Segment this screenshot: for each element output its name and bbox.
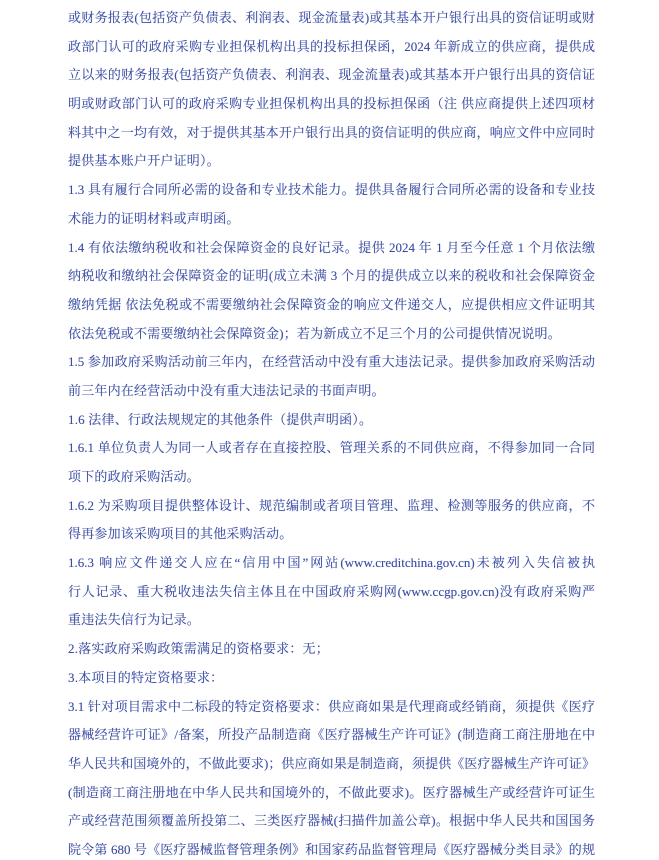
text-line: 料其中之一均有效，对于提供其基本开户银行出具的资信证明的供应商，响应文件中应同时: [68, 124, 595, 140]
text-line: 依法免税或不需要缴纳社会保障资金)；若为新成立不足三个月的公司提供情况说明。: [68, 325, 561, 341]
text-line: 1.3 具有履行合同所必需的设备和专业技术能力。提供具备履行合同所必需的设备和专业技: [68, 182, 595, 198]
text-line: 院令第 680 号《医疗器械监督管理条例》和国家药品监督管理局《医疗器械分类目录》的规: [68, 841, 595, 857]
text-line: 纳税收和缴纳社会保障资金的证明(成立未满 3 个月的提供成立以来的税收和社会保障资金: [68, 268, 595, 284]
text-line: 行人记录、重大税收违法失信主体且在中国政府采购网(www.ccgp.gov.cn)没有政府采购严: [68, 583, 595, 599]
text-line: 政部门认可的政府采购专业担保机构出具的投标担保函，2024 年新成立的供应商，提供成: [68, 38, 595, 54]
text-line: 1.6 法律、行政法规规定的其他条件（提供声明函）。: [68, 411, 373, 427]
text-line: 得再参加该采购项目的其他采购活动。: [68, 526, 293, 542]
text-line: 1.6.3 响应文件递交人应在“信用中国”网站(www.creditchina.gov.cn)未被列入失信被执: [68, 555, 595, 571]
text-line: 器械经营许可证》/备案，所投产品制造商《医疗器械生产许可证》(制造商工商注册地在中: [68, 727, 595, 743]
text-line: 重违法失信行为记录。: [68, 612, 201, 628]
text-line: 或财务报表(包括资产负债表、利润表、现金流量表)或其基本开户银行出具的资信证明或财: [68, 10, 595, 25]
text-line: 3.1 针对项目需求中二标段的特定资格要求：供应商如果是代理商或经销商，须提供《医疗: [68, 698, 595, 714]
text-line: 前三年内在经营活动中没有重大违法记录的书面声明。: [68, 382, 385, 398]
text-line: 提供基本账户开户证明）。: [68, 153, 220, 169]
text-line: 产或经营范围须覆盖所投第二、三类医疗器械(扫描件加盖公章)。根据中华人民共和国国务: [68, 813, 595, 829]
text-line: 项下的政府采购活动。: [68, 469, 201, 484]
text-line: 1.6.1 单位负责人为同一人或者存在直接控股、管理关系的不同供应商，不得参加同一合同: [68, 440, 595, 456]
text-line: 华人民共和国境外的，不做此要求)；供应商如果是制造商，须提供《医疗器械生产许可证》: [68, 755, 595, 771]
text-line: 1.6.2 为采购项目提供整体设计、规范编制或者项目管理、监理、检测等服务的供应商，不: [68, 497, 595, 513]
text-line: (制造商工商注册地在中华人民共和国境外的，不做此要求)。医疗器械生产或经营许可证生: [68, 784, 595, 800]
text-line: 明或财政部门认可的政府采购专业担保机构出具的投标担保函（注 供应商提供上述四项材: [68, 96, 595, 112]
text-line: 立以来的财务报表(包括资产负债表、利润表、现金流量表)或其基本开户银行出具的资信证: [68, 67, 595, 83]
text-line: 1.5 参加政府采购活动前三年内，在经营活动中没有重大违法记录。提供参加政府采购活动: [68, 354, 595, 370]
text-line: 缴纳凭据 依法免税或不需要缴纳社会保障资金的响应文件递交人，应提供相应文件证明其: [68, 296, 595, 312]
text-line: 术能力的证明材料或声明函。: [68, 210, 240, 226]
text-line: 3.本项目的特定资格要求：: [68, 669, 224, 685]
text-line: 2.落实政府采购政策需满足的资格要求：无；: [68, 641, 329, 657]
text-line: 1.4 有依法缴纳税收和社会保障资金的良好记录。提供 2024 年 1 月至今任意 1 个月依法缴: [68, 239, 595, 255]
document-lines: [68, 4, 595, 860]
